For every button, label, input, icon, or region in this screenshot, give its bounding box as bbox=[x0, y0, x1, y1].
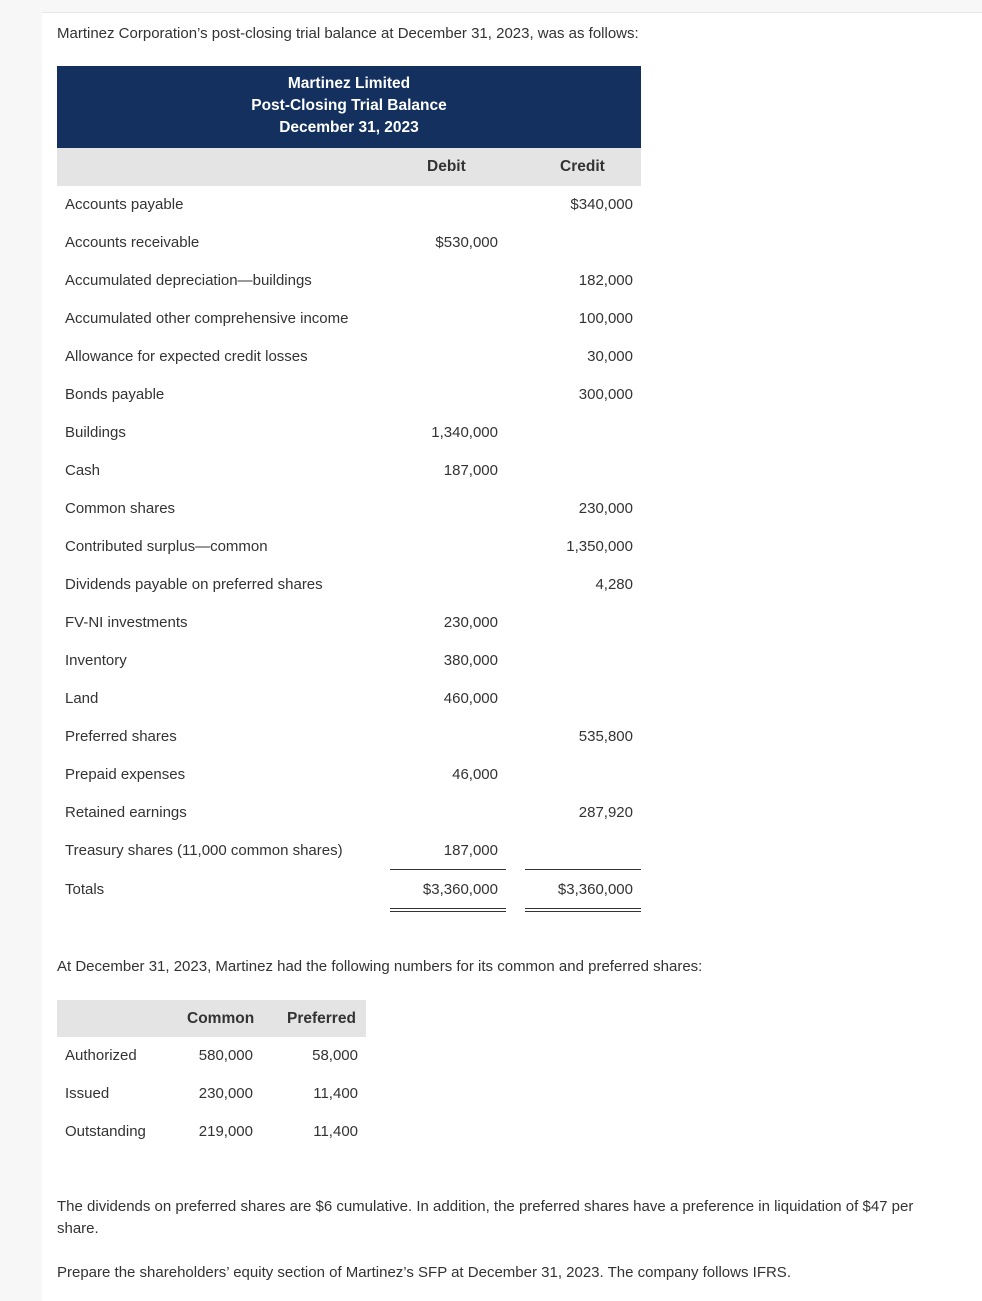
totals-row bbox=[57, 870, 641, 910]
dividends-line-1: The dividends on preferred shares are $6 cumulative. In addition, the preferred shares have a preference in liquidation of $47 per bbox=[57, 1198, 914, 1215]
credit-double-rule bbox=[525, 908, 641, 912]
debit-total-rule bbox=[390, 869, 506, 870]
account-name: Dividends payable on preferred shares bbox=[65, 576, 323, 593]
trial-balance-table bbox=[57, 66, 641, 910]
dividends-line-2: share. bbox=[57, 1220, 99, 1237]
trial-balance-header bbox=[57, 66, 641, 148]
debit-column-header: Debit bbox=[427, 158, 466, 175]
company-name: Martinez Limited bbox=[287, 75, 411, 92]
column-header-row bbox=[57, 148, 641, 186]
shares-common-value: 580,000 bbox=[198, 1047, 253, 1064]
credit-amount: 230,000 bbox=[578, 500, 633, 517]
trial-balance-row bbox=[57, 338, 641, 376]
trial-balance-row bbox=[57, 604, 641, 642]
debit-amount: 187,000 bbox=[443, 462, 498, 479]
totals-label: Totals bbox=[65, 881, 105, 898]
debit-double-rule bbox=[390, 908, 506, 912]
table-title: Post-Closing Trial Balance bbox=[251, 97, 447, 114]
shares-table bbox=[57, 1000, 366, 1151]
account-name: Accumulated other comprehensive income bbox=[65, 310, 349, 327]
common-column-header: Common bbox=[187, 1010, 255, 1027]
shares-preferred-value: 11,400 bbox=[313, 1085, 358, 1102]
account-name: Allowance for expected credit losses bbox=[65, 348, 308, 365]
totals-credit: $3,360,000 bbox=[557, 881, 633, 898]
credit-amount: 182,000 bbox=[578, 272, 633, 289]
account-name: Common shares bbox=[65, 500, 176, 517]
shares-row-label: Authorized bbox=[65, 1047, 137, 1064]
trial-balance-row bbox=[57, 794, 641, 832]
shares-row bbox=[57, 1037, 366, 1075]
shares-row bbox=[57, 1113, 366, 1151]
account-name: Prepaid expenses bbox=[65, 766, 186, 783]
dividends-text bbox=[57, 1196, 913, 1240]
account-name: Treasury shares (11,000 common shares) bbox=[65, 842, 343, 859]
credit-amount: 4,280 bbox=[595, 576, 633, 593]
account-name: Contributed surplus—common bbox=[65, 538, 268, 555]
trial-balance-rows bbox=[57, 186, 641, 870]
debit-amount: 230,000 bbox=[443, 614, 498, 631]
account-name: Inventory bbox=[65, 652, 127, 669]
trial-balance-row bbox=[57, 300, 641, 338]
credit-amount: $340,000 bbox=[570, 196, 633, 213]
trial-balance-row bbox=[57, 262, 641, 300]
credit-column-header: Credit bbox=[560, 158, 605, 175]
trial-balance-row bbox=[57, 756, 641, 794]
preferred-column-header: Preferred bbox=[287, 1010, 356, 1027]
account-name: Bonds payable bbox=[65, 386, 165, 403]
trial-balance-row bbox=[57, 832, 641, 870]
account-name: Buildings bbox=[65, 424, 126, 441]
debit-amount: 380,000 bbox=[443, 652, 498, 669]
shares-header-row bbox=[57, 1000, 366, 1037]
instruction-text: Prepare the shareholders’ equity section of Martinez’s SFP at December 31, 2023. The company follows IFRS. bbox=[57, 1264, 791, 1281]
debit-amount: 46,000 bbox=[452, 766, 498, 783]
trial-balance-row bbox=[57, 490, 641, 528]
trial-balance-row bbox=[57, 186, 641, 224]
account-name: FV-NI investments bbox=[65, 614, 188, 631]
credit-amount: 1,350,000 bbox=[566, 538, 633, 555]
shares-common-value: 230,000 bbox=[198, 1085, 253, 1102]
table-date: December 31, 2023 bbox=[279, 119, 419, 136]
trial-balance-row bbox=[57, 680, 641, 718]
shares-common-value: 219,000 bbox=[198, 1123, 253, 1140]
page bbox=[42, 12, 982, 1301]
credit-amount: 287,920 bbox=[578, 804, 633, 821]
account-name: Land bbox=[65, 690, 99, 707]
debit-amount: 1,340,000 bbox=[431, 424, 498, 441]
trial-balance-row bbox=[57, 452, 641, 490]
account-name: Accounts payable bbox=[65, 196, 184, 213]
credit-amount: 300,000 bbox=[578, 386, 633, 403]
trial-balance-row bbox=[57, 566, 641, 604]
shares-intro-text: At December 31, 2023, Martinez had the following numbers for its common and preferred shares: bbox=[57, 958, 703, 975]
trial-balance-row bbox=[57, 528, 641, 566]
credit-amount: 535,800 bbox=[578, 728, 633, 745]
account-name: Accumulated depreciation—buildings bbox=[65, 272, 312, 289]
trial-balance-row bbox=[57, 376, 641, 414]
account-name: Retained earnings bbox=[65, 804, 187, 821]
account-name: Accounts receivable bbox=[65, 234, 200, 251]
trial-balance-row bbox=[57, 718, 641, 756]
totals-debit: $3,360,000 bbox=[422, 881, 498, 898]
trial-balance-row bbox=[57, 414, 641, 452]
shares-row-label: Issued bbox=[65, 1085, 110, 1102]
shares-row bbox=[57, 1075, 366, 1113]
trial-balance-row bbox=[57, 642, 641, 680]
account-name: Cash bbox=[65, 462, 101, 479]
debit-amount: $530,000 bbox=[435, 234, 498, 251]
account-name: Preferred shares bbox=[65, 728, 177, 745]
credit-amount: 100,000 bbox=[578, 310, 633, 327]
credit-amount: 30,000 bbox=[587, 348, 633, 365]
shares-preferred-value: 58,000 bbox=[312, 1047, 358, 1064]
shares-preferred-value: 11,400 bbox=[313, 1123, 358, 1140]
intro-text: Martinez Corporation’s post-closing trial balance at December 31, 2023, was as follows: bbox=[57, 25, 639, 42]
trial-balance-row bbox=[57, 224, 641, 262]
shares-row-label: Outstanding bbox=[65, 1123, 146, 1140]
debit-amount: 460,000 bbox=[443, 690, 498, 707]
debit-amount: 187,000 bbox=[443, 842, 498, 859]
credit-total-rule bbox=[525, 869, 641, 870]
